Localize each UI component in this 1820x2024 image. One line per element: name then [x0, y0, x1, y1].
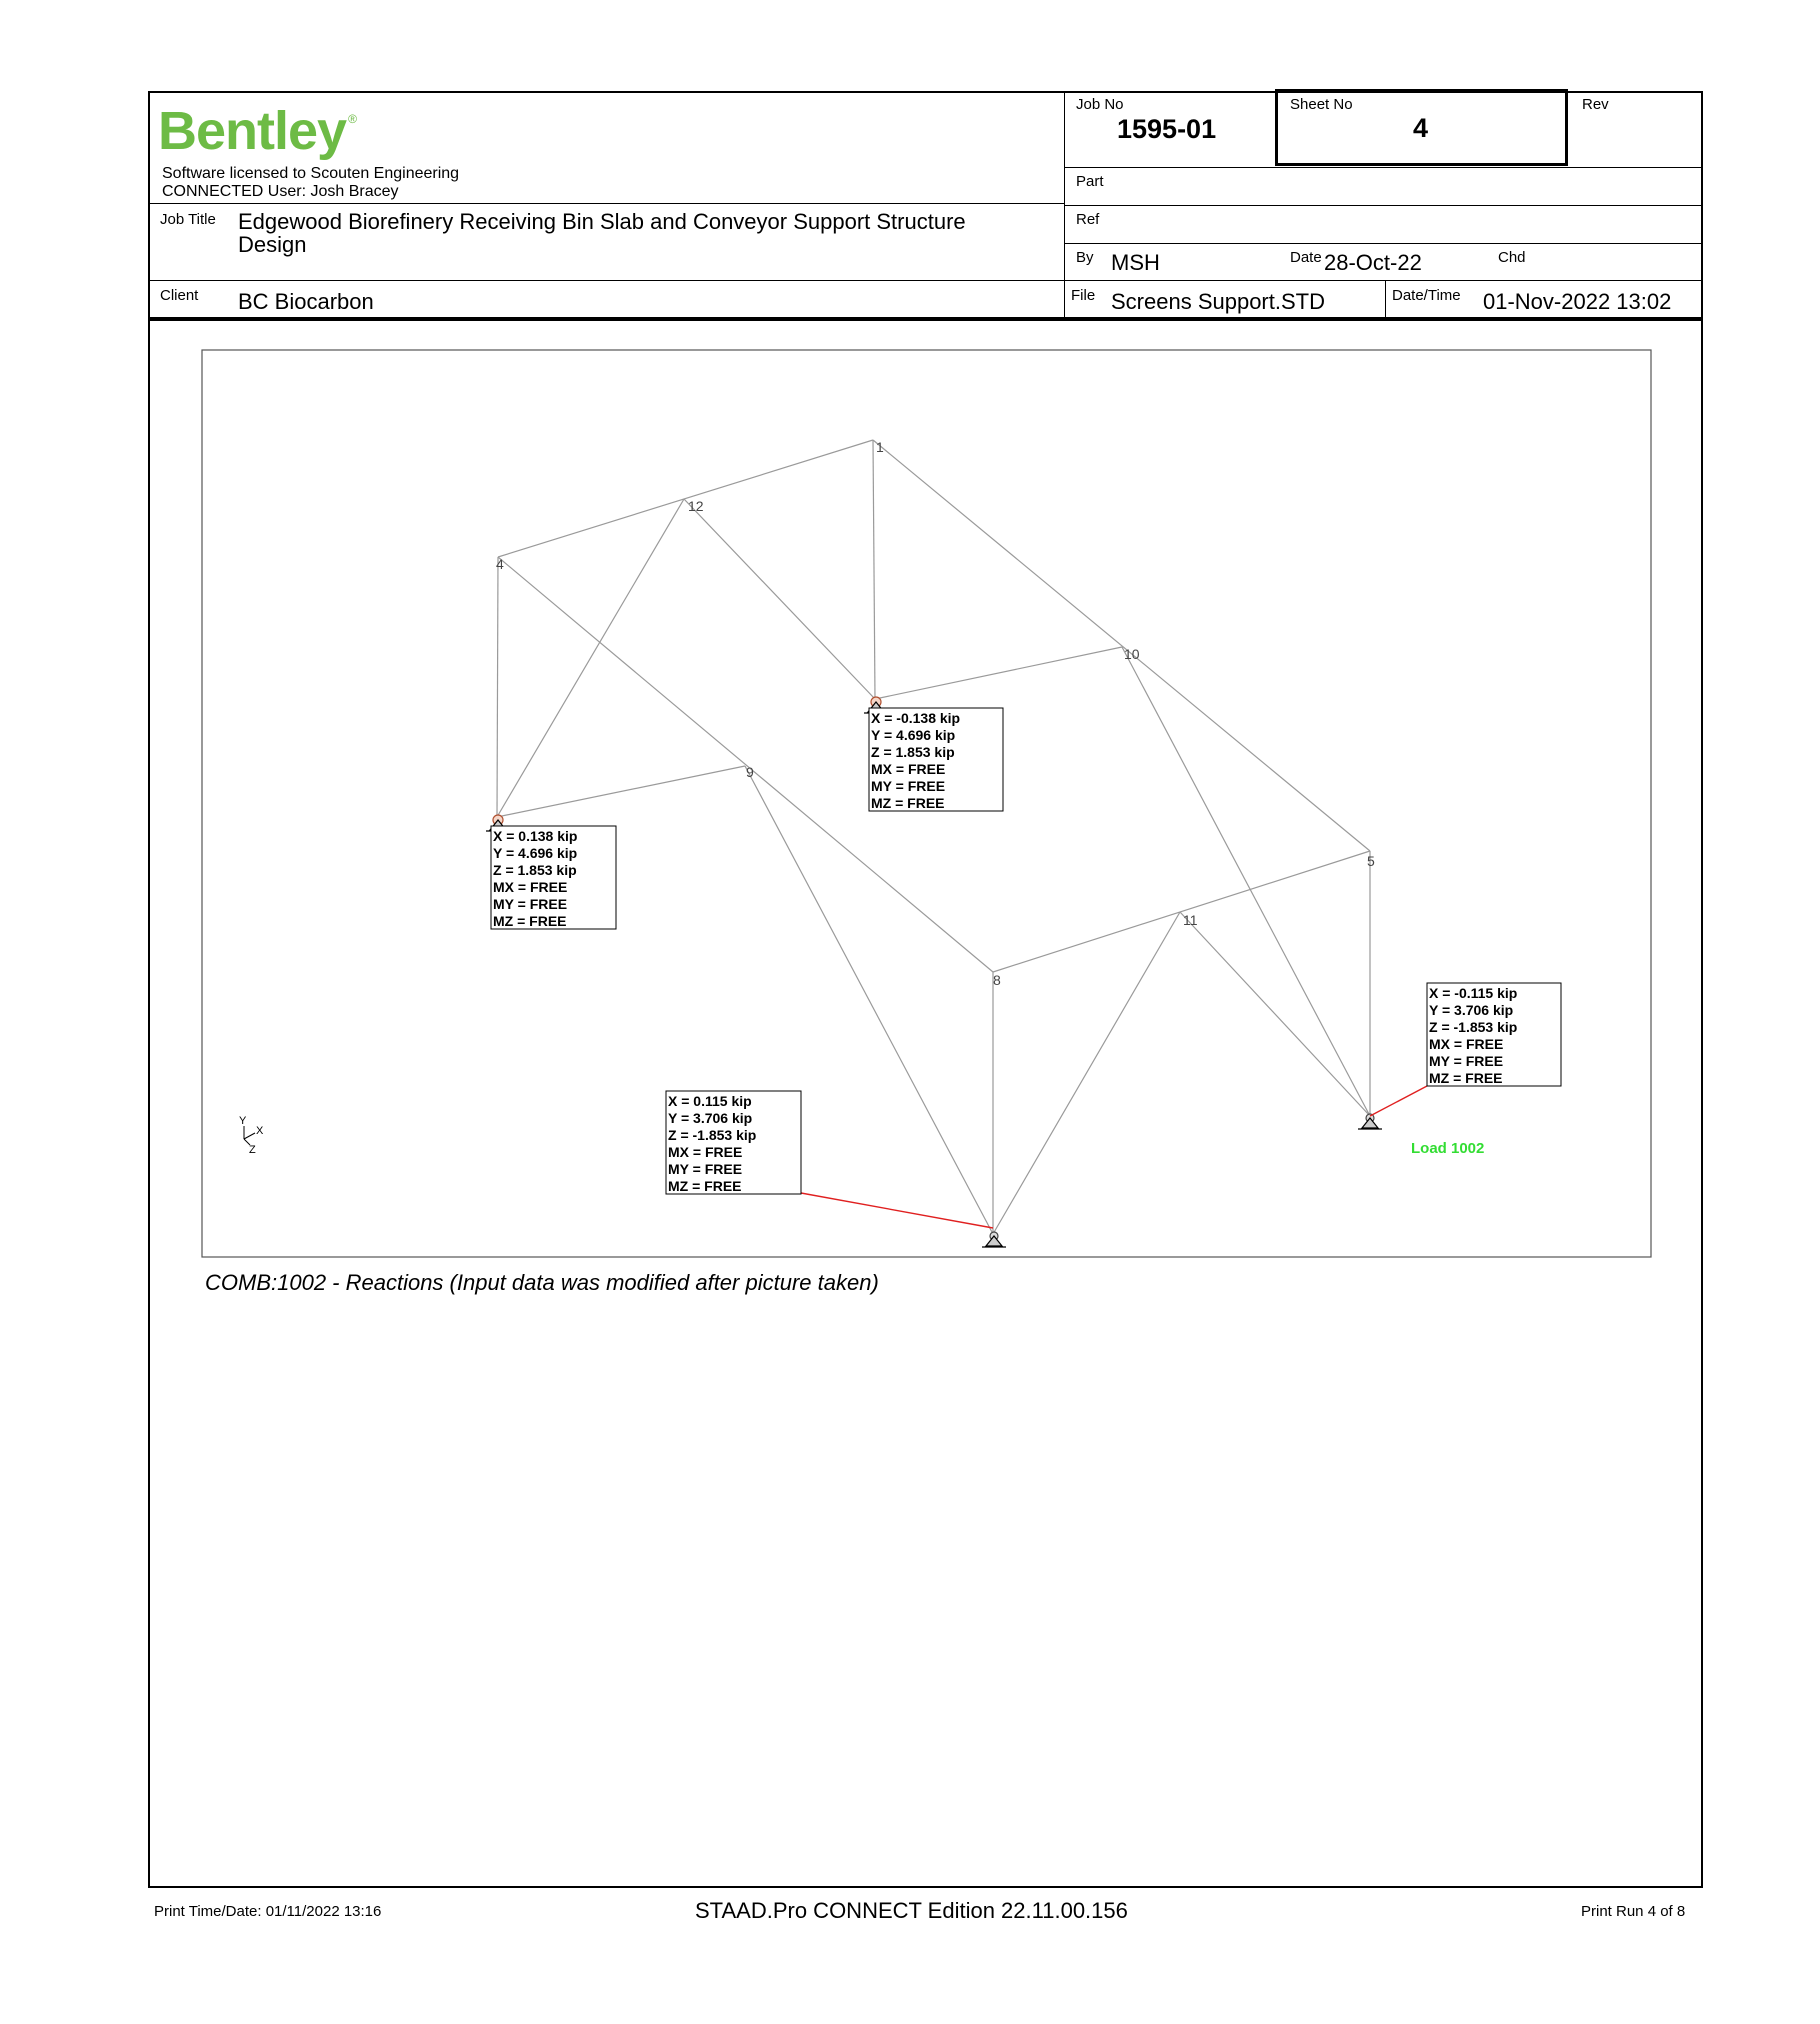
member: [497, 499, 684, 817]
part-label: Part: [1076, 173, 1104, 190]
software-edition: STAAD.Pro CONNECT Edition 22.11.00.156: [695, 1898, 1128, 1923]
reaction-line: MY = FREE: [493, 896, 568, 912]
reaction-line: Z = -1.853 kip: [1429, 1019, 1518, 1035]
reaction-line: MZ = FREE: [1429, 1070, 1503, 1086]
job-title-line1: Edgewood Biorefinery Receiving Bin Slab and Conveyor Support Structure: [238, 209, 966, 234]
member: [993, 851, 1370, 972]
sheet-no-value: 4: [1413, 113, 1429, 143]
drawing-caption: COMB:1002 - Reactions (Input data was modified after picture taken): [205, 1270, 879, 1295]
rev-label: Rev: [1582, 96, 1609, 113]
reaction-line: MZ = FREE: [871, 795, 945, 811]
member: [875, 647, 1122, 699]
leader-lines: [801, 1086, 1427, 1228]
reaction-line: MX = FREE: [871, 761, 946, 777]
member: [497, 766, 745, 817]
job-no-value: 1595-01: [1117, 114, 1217, 144]
date-label: Date: [1290, 249, 1322, 266]
sheet-no-label: Sheet No: [1290, 96, 1353, 113]
file-label: File: [1071, 287, 1096, 304]
job-no-label: Job No: [1076, 96, 1124, 113]
job-title-line2: Design: [238, 232, 307, 257]
reaction-line: MX = FREE: [493, 879, 568, 895]
reaction-line: X = 0.115 kip: [668, 1093, 752, 1109]
ref-label: Ref: [1076, 211, 1100, 228]
axis-label-z: Z: [249, 1144, 256, 1156]
client-label: Client: [160, 287, 199, 304]
member: [497, 557, 498, 817]
reaction-line: Z = 1.853 kip: [493, 862, 577, 878]
datetime-value: 01-Nov-2022 13:02: [1483, 289, 1672, 314]
print-time: Print Time/Date: 01/11/2022 13:16: [154, 1903, 382, 1920]
node-label: 9: [746, 764, 754, 780]
reaction-box: [666, 1091, 801, 1194]
date-value: 28-Oct-22: [1324, 250, 1422, 275]
reaction-box: [869, 708, 1003, 811]
reaction-line: MZ = FREE: [493, 913, 567, 929]
member: [498, 440, 873, 557]
load-label: Load 1002: [1411, 1140, 1485, 1157]
support-icon: [982, 1232, 1006, 1247]
members: [497, 440, 1370, 1234]
member: [873, 440, 875, 699]
connected-user: CONNECTED User: Josh Bracey: [162, 183, 399, 200]
reaction-line: X = -0.138 kip: [871, 710, 961, 726]
node-label: 11: [1183, 912, 1198, 928]
leader-line: [801, 1193, 993, 1228]
member: [684, 499, 875, 699]
reaction-line: MX = FREE: [1429, 1036, 1504, 1052]
member: [1180, 912, 1370, 1116]
member: [993, 912, 1180, 1234]
reaction-box: [491, 826, 616, 929]
by-label: By: [1076, 249, 1094, 266]
axis-label-x: X: [256, 1125, 264, 1137]
file-value: Screens Support.STD: [1111, 289, 1325, 314]
chd-label: Chd: [1498, 249, 1526, 266]
axis-label-y: Y: [239, 1115, 247, 1127]
job-title-label: Job Title: [160, 211, 216, 228]
reaction-line: MZ = FREE: [668, 1178, 742, 1194]
bentley-logo: Bentley ®: [158, 101, 356, 161]
node-label: 8: [993, 972, 1001, 988]
reaction-line: Y = 4.696 kip: [871, 727, 956, 743]
node-label: 4: [496, 556, 504, 572]
reaction-line: Y = 4.696 kip: [493, 845, 578, 861]
reaction-line: Y = 3.706 kip: [1429, 1002, 1514, 1018]
reaction-line: MY = FREE: [871, 778, 946, 794]
licence-text: Software licensed to Scouten Engineering: [162, 165, 460, 182]
reaction-line: X = -0.115 kip: [1429, 985, 1518, 1001]
reaction-line: Y = 3.706 kip: [668, 1110, 753, 1126]
member: [1122, 647, 1370, 1116]
reaction-line: MY = FREE: [1429, 1053, 1504, 1069]
reaction-line: Z = -1.853 kip: [668, 1127, 757, 1143]
reaction-line: X = 0.138 kip: [493, 828, 578, 844]
client-value: BC Biocarbon: [238, 289, 374, 314]
leader-line: [1370, 1086, 1427, 1116]
support-icon: [1358, 1114, 1382, 1129]
reaction-line: MY = FREE: [668, 1161, 743, 1177]
node-label: 1: [876, 439, 884, 455]
reaction-box: [1427, 983, 1561, 1086]
axis-triad-icon: [244, 1126, 255, 1145]
reaction-line: Z = 1.853 kip: [871, 744, 955, 760]
node-label: 5: [1367, 853, 1375, 869]
node-label: 10: [1124, 646, 1140, 662]
by-value: MSH: [1111, 250, 1160, 275]
node-label: 12: [688, 498, 704, 514]
datetime-label: Date/Time: [1392, 287, 1461, 304]
print-run: Print Run 4 of 8: [1581, 1903, 1686, 1920]
reaction-line: MX = FREE: [668, 1144, 743, 1160]
